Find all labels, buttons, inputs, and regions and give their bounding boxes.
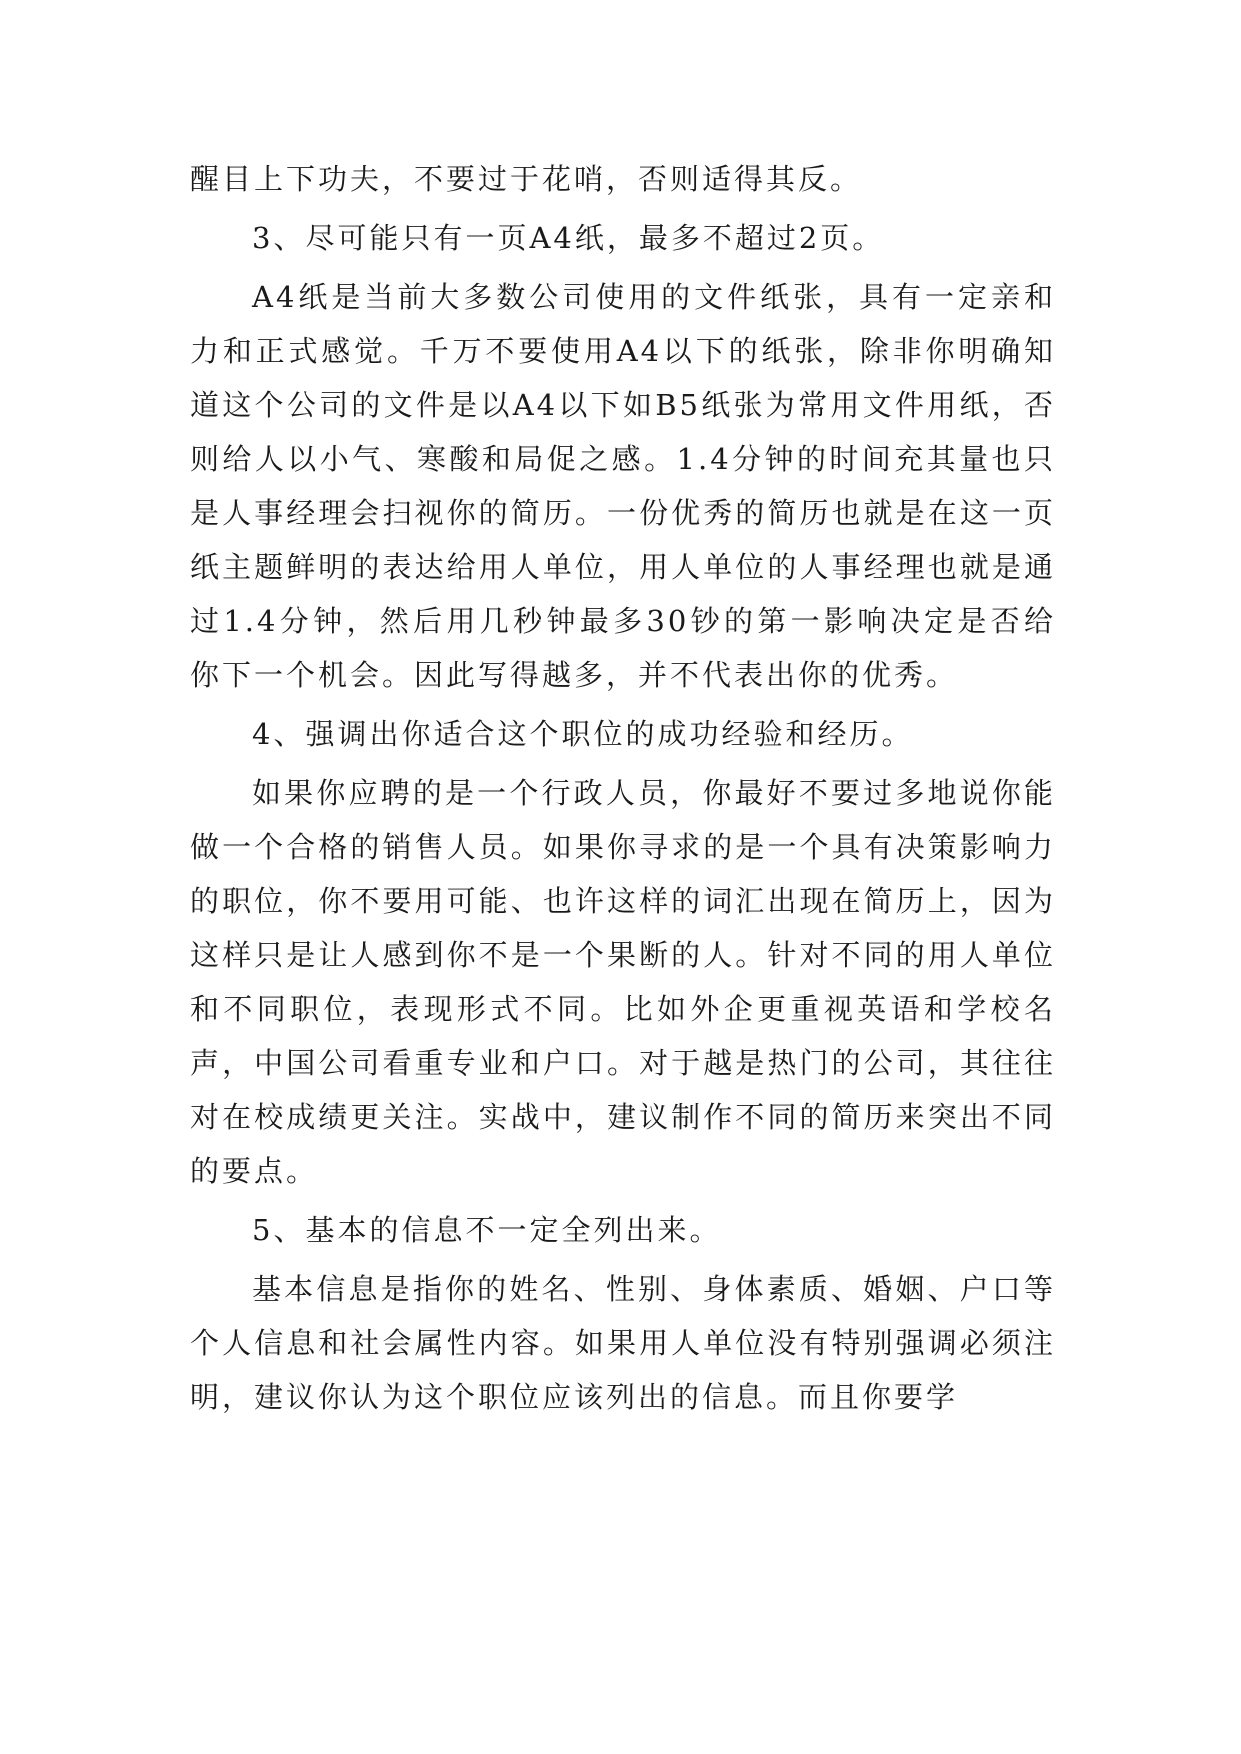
heading-point-4: 4、强调出你适合这个职位的成功经验和经历。: [252, 717, 914, 751]
heading-point-3: 3、尽可能只有一页A4纸，最多不超过2页。: [252, 221, 885, 255]
paragraph-continuation: 醒目上下功夫，不要过于花哨，否则适得其反。: [190, 162, 863, 196]
document-body: [190, 152, 1056, 1429]
heading-point-5: 5、基本的信息不一定全列出来。: [252, 1213, 722, 1247]
paragraph-point-3-body: A4纸是当前大多数公司使用的文件纸张，具有一定亲和力和正式感觉。千万不要使用A4以下的纸张，除非你明确知道这个公司的文件是以A4以下如B5纸张为常用文件用纸，否则给人以小气、寒酸和局促之感。1.4分钟的时间充其量也只是人事经理会扫视你的简历。一份优秀的简历也就是在这一页纸主题鲜明的表达给用人单位，用人单位的人事经理也就是通过1.4分钟，然后用几秒钟最多30钞的第一影响决定是否给你下一个机会。因此写得越多，并不代表出你的优秀。: [190, 280, 1056, 692]
paragraph-point-5-body: 基本信息是指你的姓名、性别、身体素质、婚姻、户口等个人信息和社会属性内容。如果用人单位没有特别强调必须注明，建议你认为这个职位应该列出的信息。而且你要学: [190, 1272, 1056, 1414]
paragraph-point-4-body: 如果你应聘的是一个行政人员，你最好不要过多地说你能做一个合格的销售人员。如果你寻求的是一个具有决策影响力的职位，你不要用可能、也许这样的词汇出现在简历上，因为这样只是让人感到你不是一个果断的人。针对不同的用人单位和不同职位，表现形式不同。比如外企更重视英语和学校名声，中国公司看重专业和户口。对于越是热门的公司，其往往对在校成绩更关注。实战中，建议制作不同的简历来突出不同的要点。: [190, 776, 1056, 1188]
